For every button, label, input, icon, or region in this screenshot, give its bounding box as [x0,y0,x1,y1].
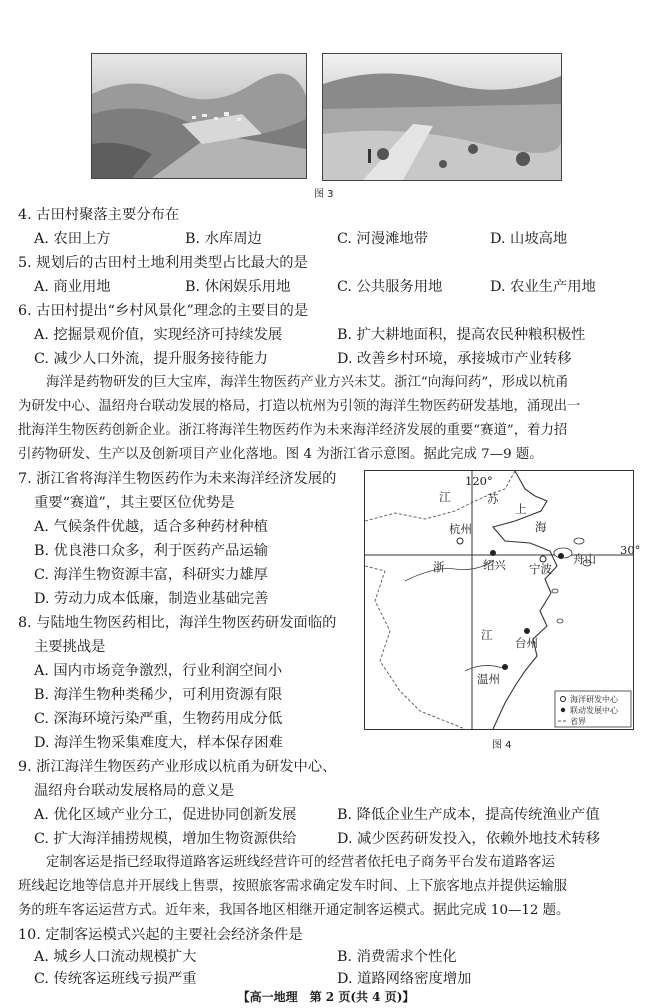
q6-stem: 6. 古田村提出“乡村风景化”理念的主要目的是 [18,303,309,319]
q10-option-b: B. 消费需求个性化 [337,949,457,965]
q8-option-b: B. 海洋生物种类稀少，可利用资源有限 [34,687,283,703]
village-aerial-graphic [92,54,306,178]
city-markers [457,538,564,670]
q8-option-a: A. 国内市场竞争激烈，行业利润空间小 [34,663,283,679]
q6-option-c: C. 减少人口外流，提升服务接待能力 [34,351,268,367]
figure3-caption: 图 3 [314,189,334,200]
legend-linkage-center: 联动发展中心 [570,706,618,715]
place-shang: 上 [515,502,527,516]
place-su: 苏 [487,492,499,506]
passage1-line-1: 海洋是药物研发的巨大宝库，海洋生物医药产业方兴未艾。浙江“向海问药”，形成以杭甬 [46,375,569,390]
q10-option-d: D. 道路网络密度增加 [337,971,472,987]
place-shaoxing: 绍兴 [483,558,506,572]
passage1-line-4: 引药物研发、生产以及创新项目产业化落地。图 4 为浙江省示意图。据此完成 7—9 题。 [18,447,543,462]
q9-option-a: A. 优化区域产业分工，促进协同创新发展 [34,807,297,823]
place-jiang-north: 江 [439,490,451,504]
place-zhoushan: 舟山 [573,552,596,566]
place-wenzhou: 温州 [477,672,500,686]
passage1-line-2: 为研发中心、温绍舟台联动发展的格局，打造以杭州为引领的海洋生物医药研发基地，涌现出一 [18,399,581,414]
place-jiang-south: 江 [481,628,493,642]
place-zhe: 浙 [433,560,445,574]
place-ningbo: 宁波 [529,562,552,576]
figure4-caption: 图 4 [492,740,512,751]
q6-option-d: D. 改善乡村环境，承接城市产业转移 [337,351,572,367]
q7-stem-line-2: 重要“赛道”，其主要区位优势是 [34,495,235,511]
q4-option-b: B. 水库周边 [185,231,262,247]
q8-stem-line-2: 主要挑战是 [34,639,106,655]
q9-option-d: D. 减少医药研发投入，依赖外地技术转移 [337,831,601,847]
q7-option-b: B. 优良港口众多，利于医药产品运输 [34,543,269,559]
zhejiang-map-graphic [365,471,641,729]
passage1-line-3: 批海洋生物医药创新企业。浙江将海洋生物医药作为未来海洋经济发展的重要“赛道”，着力招 [18,423,568,438]
lat-label: 30° [620,543,641,557]
province-boundary-west [365,566,465,729]
q5-option-a: A. 商业用地 [34,279,111,295]
lon-label: 120° [465,474,493,488]
q7-option-a: A. 气候条件优越，适合多种药材种植 [34,519,268,535]
village-river-photo [322,53,562,181]
q9-stem-line-2: 温绍舟台联动发展格局的意义是 [34,783,235,799]
q10-stem: 10. 定制客运模式兴起的主要社会经济条件是 [18,927,303,943]
place-taizhou: 台州 [515,636,538,650]
q4-option-c: C. 河漫滩地带 [337,231,429,247]
legend-research-center: 海洋研发中心 [570,695,618,704]
passage2-line-3: 务的班车客运运营方式。近年来，我国各地区相继开通定制客运模式。据此完成 10—12 题。 [18,903,570,918]
q10-option-c: C. 传统客运班线亏损严重 [34,971,197,987]
passage2-line-1: 定制客运是指已经取得道路客运班线经营许可的经营者依托电子商务平台发布道路客运 [46,855,555,870]
q9-option-b: B. 降低企业生产成本，提高传统渔业产值 [337,807,600,823]
passage2-line-2: 班线起讫地等信息并开展线上售票，按照旅客需求确定发车时间、上下旅客地点并提供运输服 [18,879,568,894]
q5-option-c: C. 公共服务用地 [337,279,443,295]
zhoushan-islands [552,538,591,623]
place-hai: 海 [535,520,547,534]
q5-stem: 5. 规划后的古田村土地利用类型占比最大的是 [18,255,308,271]
q6-option-b: B. 扩大耕地面积，提高农民种粮积极性 [337,327,586,343]
q8-stem-line-1: 8. 与陆地生物医药相比，海洋生物医药研发面临的 [18,615,337,631]
ou-river [465,665,505,671]
q5-option-b: B. 休闲娱乐用地 [185,279,291,295]
q4-option-d: D. 山坡高地 [490,231,568,247]
q6-option-a: A. 挖掘景观价值，实现经济可持续发展 [34,327,283,343]
q7-stem-line-1: 7. 浙江省将海洋生物医药作为未来海洋经济发展的 [18,471,337,487]
page-footer: 【高一地理 第 2 页(共 4 页)】 [237,990,415,1004]
q8-option-c: C. 深海环境污染严重，生物药用成分低 [34,711,283,727]
legend-linkage-center-symbol [561,708,565,712]
village-river-graphic [323,54,561,180]
zhejiang-map [364,470,641,730]
q10-option-a: A. 城乡人口流动规模扩大 [34,949,197,965]
legend-research-center-symbol [561,697,566,702]
q4-stem: 4. 古田村聚落主要分布在 [18,207,180,223]
q7-option-d: D. 劳动力成本低廉，制造业基础完善 [34,591,269,607]
legend-boundary: 省界 [570,717,586,726]
village-aerial-photo [91,53,307,179]
q9-stem-line-1: 9. 浙江海洋生物医药产业形成以杭甬为研发中心、 [18,759,337,775]
q8-option-d: D. 海洋生物采集难度大，样本保存困难 [34,735,283,751]
q4-option-a: A. 农田上方 [34,231,111,247]
place-hangzhou: 杭州 [449,522,472,536]
q7-option-c: C. 海洋生物资源丰富，科研实力雄厚 [34,567,268,583]
q9-option-c: C. 扩大海洋捕捞规模，增加生物资源供给 [34,831,297,847]
q5-option-d: D. 农业生产用地 [490,279,596,295]
qiantang-river [405,561,493,581]
